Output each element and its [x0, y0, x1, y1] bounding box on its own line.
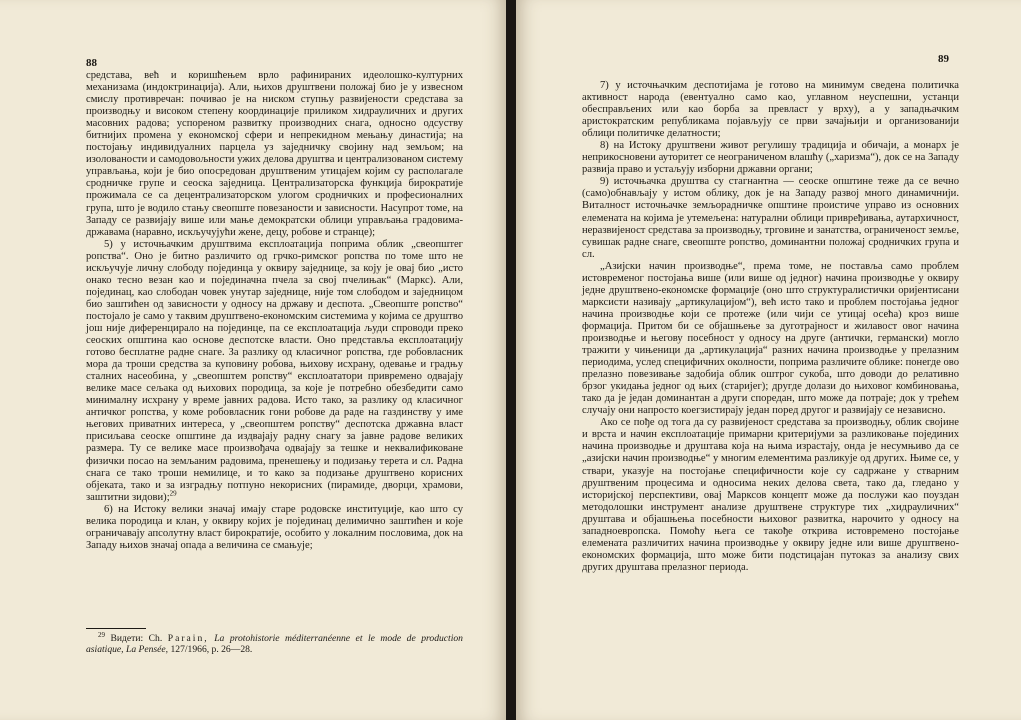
paragraph: „Азијски начин производње“, према томе, не поставља само проблем истовременог постојања више (или више од једног) начина производње у оквиру једне друштвено-економске формације (оно што структуралистички оријентисани марксисти називају „артикулацијом“), већ исто тако и проблем постојања једног начина производње који се протеже (или чији се утицај осећа) кроз више формација. Притом би се објашњење за дуготрајност и жилавост овог начина производње и његову посебност у односу на друге (антички, германски) могло тражити у чињеници да „артикулација“ разних начина производње у прелазним периодима, услед специфичних околности, поприма различите облике: понегде ово прелазно повезивање задобија облик оштрог сукоба, што доводи до релативно брзог укидања једног од њих (старијег); другде долази до њиховог комбиновања, тако да је један доминантан а други споредан, што може да потраје; док у трећем случају они напросто коегзистирају један поред другог и развијају се независно. — [582, 260, 960, 417]
page-number: 89 — [938, 53, 949, 65]
footnote-marker: 29 — [98, 630, 105, 639]
footnote-pages: 127/1966, p. 26—28. — [170, 644, 253, 655]
paragraph: средстава, већ и коришћењем врло рафинираних идеолошко-културних механизама (индоктринација). Али, њихов друштвени положај био је у извесном смислу противречан: почивао је на ниском ступњу развијености средстава за производњу и високом степену координације приликом хидрауличних и других масовних радова; успореном развитку производних снага, односно одсуству битнијих промена у економској сфери и непрекидном мењању династија; на постојању индивидуалних парцела уз заједничку својину над земљом; на изолованости и самодовољности ужих делова друштва и централизованом систему управљања, који је био опосредован друштвеним утицајем којим су располагале сродничке групе и сеоска заједница. Централизаторска функција бирократије прожимала се са децентрализаторском улогом сродничких и професионалних група, што је водило стању свеопште повезаности и зависности. Насупрот томе, на Западу се развијају више или мање демократски облици управљања градовима-државама (наравно, искључујући жене, децу, робове и странце); — [86, 70, 463, 238]
footnote-rule — [86, 628, 146, 629]
footnote — [86, 630, 463, 655]
footnote-prefix: Видети: Ch. — [110, 633, 163, 644]
right-body-text — [582, 80, 959, 574]
footnote-title: La protohistorie méditerranéenne et le mode de production asiatique, — [86, 633, 463, 655]
paragraph — [86, 239, 463, 504]
paragraph: 7) у источњачким деспотијама је готово на минимум сведена политичка активност народа (евентуално само као, углавном неуспешни, устанци обесправљених или као борба за превласт у врху), а у западњачким аристократским републикама појављују се први зачајњији и организованији облици политичке делатности; — [582, 80, 959, 140]
footnote-journal: La Pensée, — [125, 644, 169, 655]
left-page — [0, 0, 506, 720]
left-body-text — [86, 70, 463, 552]
paragraph: 8) на Истоку друштвени живот регулишу традиција и обичаји, а монарх је неприкосновени ауторитет се неограниченом влашћу („харизма“), док се на Западу развија право и устаљују изборни државни органи; — [582, 140, 959, 176]
paragraph: 6) на Истоку велики значај имају старе родовске институције, као што су велика породица и клан, у оквиру којих је појединац делимично заштићен и које ограничавају апсолутну власт бирократије, особито у локалним пословима, док на Западу њихов значај опада а величина се смањује; — [86, 503, 463, 551]
page-number: 88 — [86, 57, 97, 69]
footnote-author: Parain, — [167, 633, 209, 644]
footnote-reference: 29 — [169, 489, 177, 498]
right-page — [516, 0, 1021, 720]
paragraph-text: 5) у источњачким друштвима експлоатација поприма облик „свеопштег ропства“. Оно је битно различито од грчко-римског ропства по томе што не искључује личну слободу појединца у оквиру заједнице, за коју је овај био „исто онако тесно везан као и појединачна пчела за свој пчелињак“ (Маркс). Али, појединац, као слободан човек унутар заједнице, није том слободом и заједницом био заштићен од зависности у односу на државу и деспота. „Свеопште ропство“ постојало је само у таквим друштвено-економским системима у којима се друштво још није диференцирало на појединце, па се експлоатација људи спроводи преко сеоских општина као основе деспотске власти. Оно представља експлоатацију готово бесплатне радне снаге. За разлику од класичног ропства, где робовласник мора да троши средства за куповину робова, њихову исхрану, одевање и градњу сталних насеобина, у „свеопштем ропству“ експлоататори привремено одвајају велике масе сељака од њихових породица, за које је потребно обезбедити само минималну исхрану у време јавних радова. Исто тако, за разлику од класичног античког ропства, у коме робовласник гони робове да раде на газдинству у име његових приватних интереса, у „свеопштем ропству“ деспотска државна власт присиљава сеоске општине да издвајају радну снагу за јавне радове великих размера. Ту се велике масе произвођача одвајају за тешке и неквалификоване физички посао на земљаним радовима, пренешењу и подизању терета и сл. Радна снага се тако троши немилице, и то како за подизање друштвено корисних објеката, тако и за изградњу потпуно некорисних (пирамиде, дворци, храмови, заштитни зидови); — [86, 238, 463, 503]
book-gutter — [506, 0, 516, 720]
paragraph: 9) источњачка друштва су стагнантна — сеоске општине теже да се вечно (само)обнављају у истом облику, док је на Западу развој много динамичнији. Виталност источњачке земљорадничке општине проистиче управо из основних елемената на којима је утемељена: натурални облици привређивања, аутархичност, неразвијеност средстава за производњу, трговине и занатства, ограниченост земље, сувишак радне снаге, свеопште ропство, доминантни положај сродничких група и сл. — [582, 176, 959, 260]
paragraph: Ако се пође од тога да су развијеност средстава за производњу, облик својине и врста и начин експлоатације примарни критеријуми за разликовање појединих начина производње и друштава која на њима израстају, онда је несумњиво да се „азијски начин производње“ у многим елементима разликује од других. Њиме се, у ствари, указује на постојање специфичности које су садржане у стварним друштвеним процесима и односима неких делова света, тако да, гледано у историјској перспективи, овај Марксов концепт може да послужи као поуздан методолошки инструмент анализе друштвене структуре тих „хидрауличних“ друштава и објашњења посебности њиховог развитка, нарочито у односу на западноевропска. Помоћу њега се такође открива истовремено постојање елемената различитих начина производње у оквиру једне или више друштвено-економских формација, што може бити подстицајан путоказ за анализу свих других друштава прелазног периода. — [582, 417, 959, 573]
